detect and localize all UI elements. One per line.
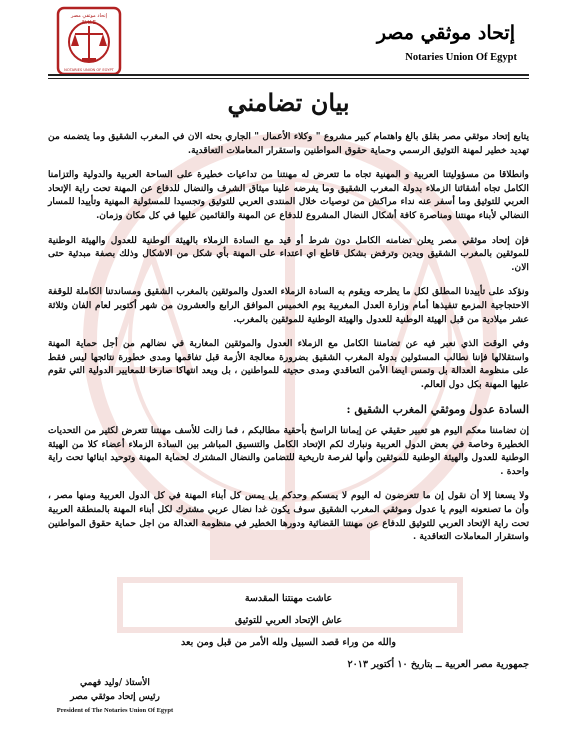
signatory-role-arabic: رئيس إتحاد موثقي مصر <box>70 692 160 702</box>
paragraph: ونؤكد على تأييدنا المطلق لكل ما يطرحه ويقوم به السادة الزملاء العدول والموثقين بالمغرب الشقيق ومساندتنا الكاملة للوقفة الاحتجاجية المزمع تنفيذها أمام وزارة العدل المغربية يوم الخميس الموافق الرابع والعشرون من شهر أكتوبر لعام الفان وثلاثة عشر ميلادية من قبل الهيئة الوطنية للعدول والهيئة الوطنية للموثقين بالمغرب. <box>48 286 529 325</box>
paragraph: وانطلاقا من مسؤوليتنا العربية و المهنية تجاه ما تتعرض له مهنتنا من تداعيات خطيرة على الساحة العربية والدولية والتزامنا الكامل تجاه أشقائنا الزملاء بدولة المغرب الشقيق وما يفرضه علينا ميثاق الشرف والنضال للدفاع عن المهنة تحت راية الإتحاد العربي للتوثيق وما أسفر عنه نداء مراكش من توصيات خلال المنتدى العربي للتوثيق وتجسيدا للمسئولية المهنية وتأييدا للمسار النضالي لأبناء مهنتنا ومناصرة كافة أشكال النضال المشروع للدفاع عن المهنة والقائمين عليها في كل مكان وزمان. <box>48 169 529 221</box>
closing-line: عاش الإتحاد العربي للتوثيق <box>234 615 343 626</box>
logo-label-top: إتحاد موثقي مصر <box>70 13 108 19</box>
paragraph: ولا يسعنا إلا أن نقول إن ما تتعرضون له اليوم لا يمسكم وحدكم بل يمس كل أبناء المهنة في كل الدول العربية ومنها مصر ، وأن ما تصنعونه اليوم يا عدول وموثقي المغرب الشقيق سوف يكون غدا نضال عربي مشترك لكل أبناء المهنة بالمنطقة العربية تحت راية الإتحاد العربي للتوثيق للدفاع عن مهنتنا القضائية ودورها الخطير في منظومة العدالة من اجل حماية حقوق المواطنين واستقرار المعاملات التعاقدية . <box>48 490 529 543</box>
closing-line: والله من وراء قصد السبيل ولله الأمر من قبل ومن بعد <box>181 637 396 648</box>
paragraph: يتابع إتحاد موثقي مصر بقلق بالغ واهتمام كبير مشروع " وكلاء الأعمال " الجاري بحثه الان في المغرب الشقيق وما يتضمنه من تهديد خطير لمهنة التوثيق الرسمي وحماية حقوق المواطنين واستقرار المعاملات التعاقدية. <box>48 131 529 156</box>
union-logo-icon <box>56 6 122 76</box>
closing-lines <box>0 588 577 654</box>
signature-block <box>40 676 190 718</box>
date-line: جمهورية مصر العربية ــ بتاريخ ١٠ أكتوبر ٢٠١٣ <box>347 659 529 670</box>
header-divider-thin <box>48 78 529 79</box>
logo-label-bottom: NOTARIES UNION OF EGYPT <box>64 68 114 72</box>
org-name-english: Notaries Union Of Egypt <box>405 52 517 63</box>
signatory-name: الأستاذ /وليد فهمي <box>80 678 150 688</box>
paragraph: وفي الوقت الذي نعبر فيه عن تضامننا الكامل مع الزملاء العدول والموثقين المغاربة في نضالهم من أجل حماية المهنة واستقلالها فإننا نطالب المسئولين بدولة المغرب الشقيق بضرورة معالجة الأزمة قبل تفاقمها ومدى خطورة نتائجها ليس فقط على منظومة العدالة بل وتمس ايضا الأمن التعاقدي ومدى حجيته للمواطنين ، بل ويعد انتهاكا صارخا للمعايير الدولية التي تقوم عليها المهنة بكل دول العالم. <box>48 338 529 390</box>
logo-label-mid: N.U.E <box>82 20 96 26</box>
closing-line: عاشت مهنتنا المقدسة <box>244 593 333 604</box>
letterhead <box>0 0 577 95</box>
statement-title: بيان تضامني <box>227 88 350 117</box>
statement-body <box>48 130 529 555</box>
paragraph: إن تضامننا معكم اليوم هو تعبير حقيقي عن إيماننا الراسخ بأحقية مطالبكم ، فما زالت للأسف مهنتنا تتعرض لكثير من التحديات الخطيرة وخاصة في بعض الدول العربية ونبارك لكم الإتحاد الكامل والتنسيق المباشر بين السادة الزملاء أعضاء كلا من الهيئة الوطنية للعدول والهيئة الوطنية للموثقين وأنها لفرصة تاريخية للتضامن والنضال المشترك لحماية المهنة وتوحيد ابنائها تحت راية واحدة . <box>48 425 529 477</box>
paragraph: فإن إتحاد موثقي مصر يعلن تضامنه الكامل دون شرط أو قيد مع السادة الزملاء بالهيئة الوطنية للعدول والهيئة الوطنية للموثقين بالمغرب الشقيق ويدين وترفض بشكل قاطع اي اعتداء على المهنة بأي شكل من الاشكال وذلك بصفة مبدئية حتى الان. <box>48 234 529 273</box>
subheading: السادة عدول وموثقي المغرب الشقيق : <box>346 402 529 416</box>
org-name-arabic: إتحاد موثقي مصر <box>376 22 515 44</box>
header-divider <box>48 74 529 76</box>
signatory-role-english: President of The Notaries Union Of Egypt <box>56 707 174 714</box>
